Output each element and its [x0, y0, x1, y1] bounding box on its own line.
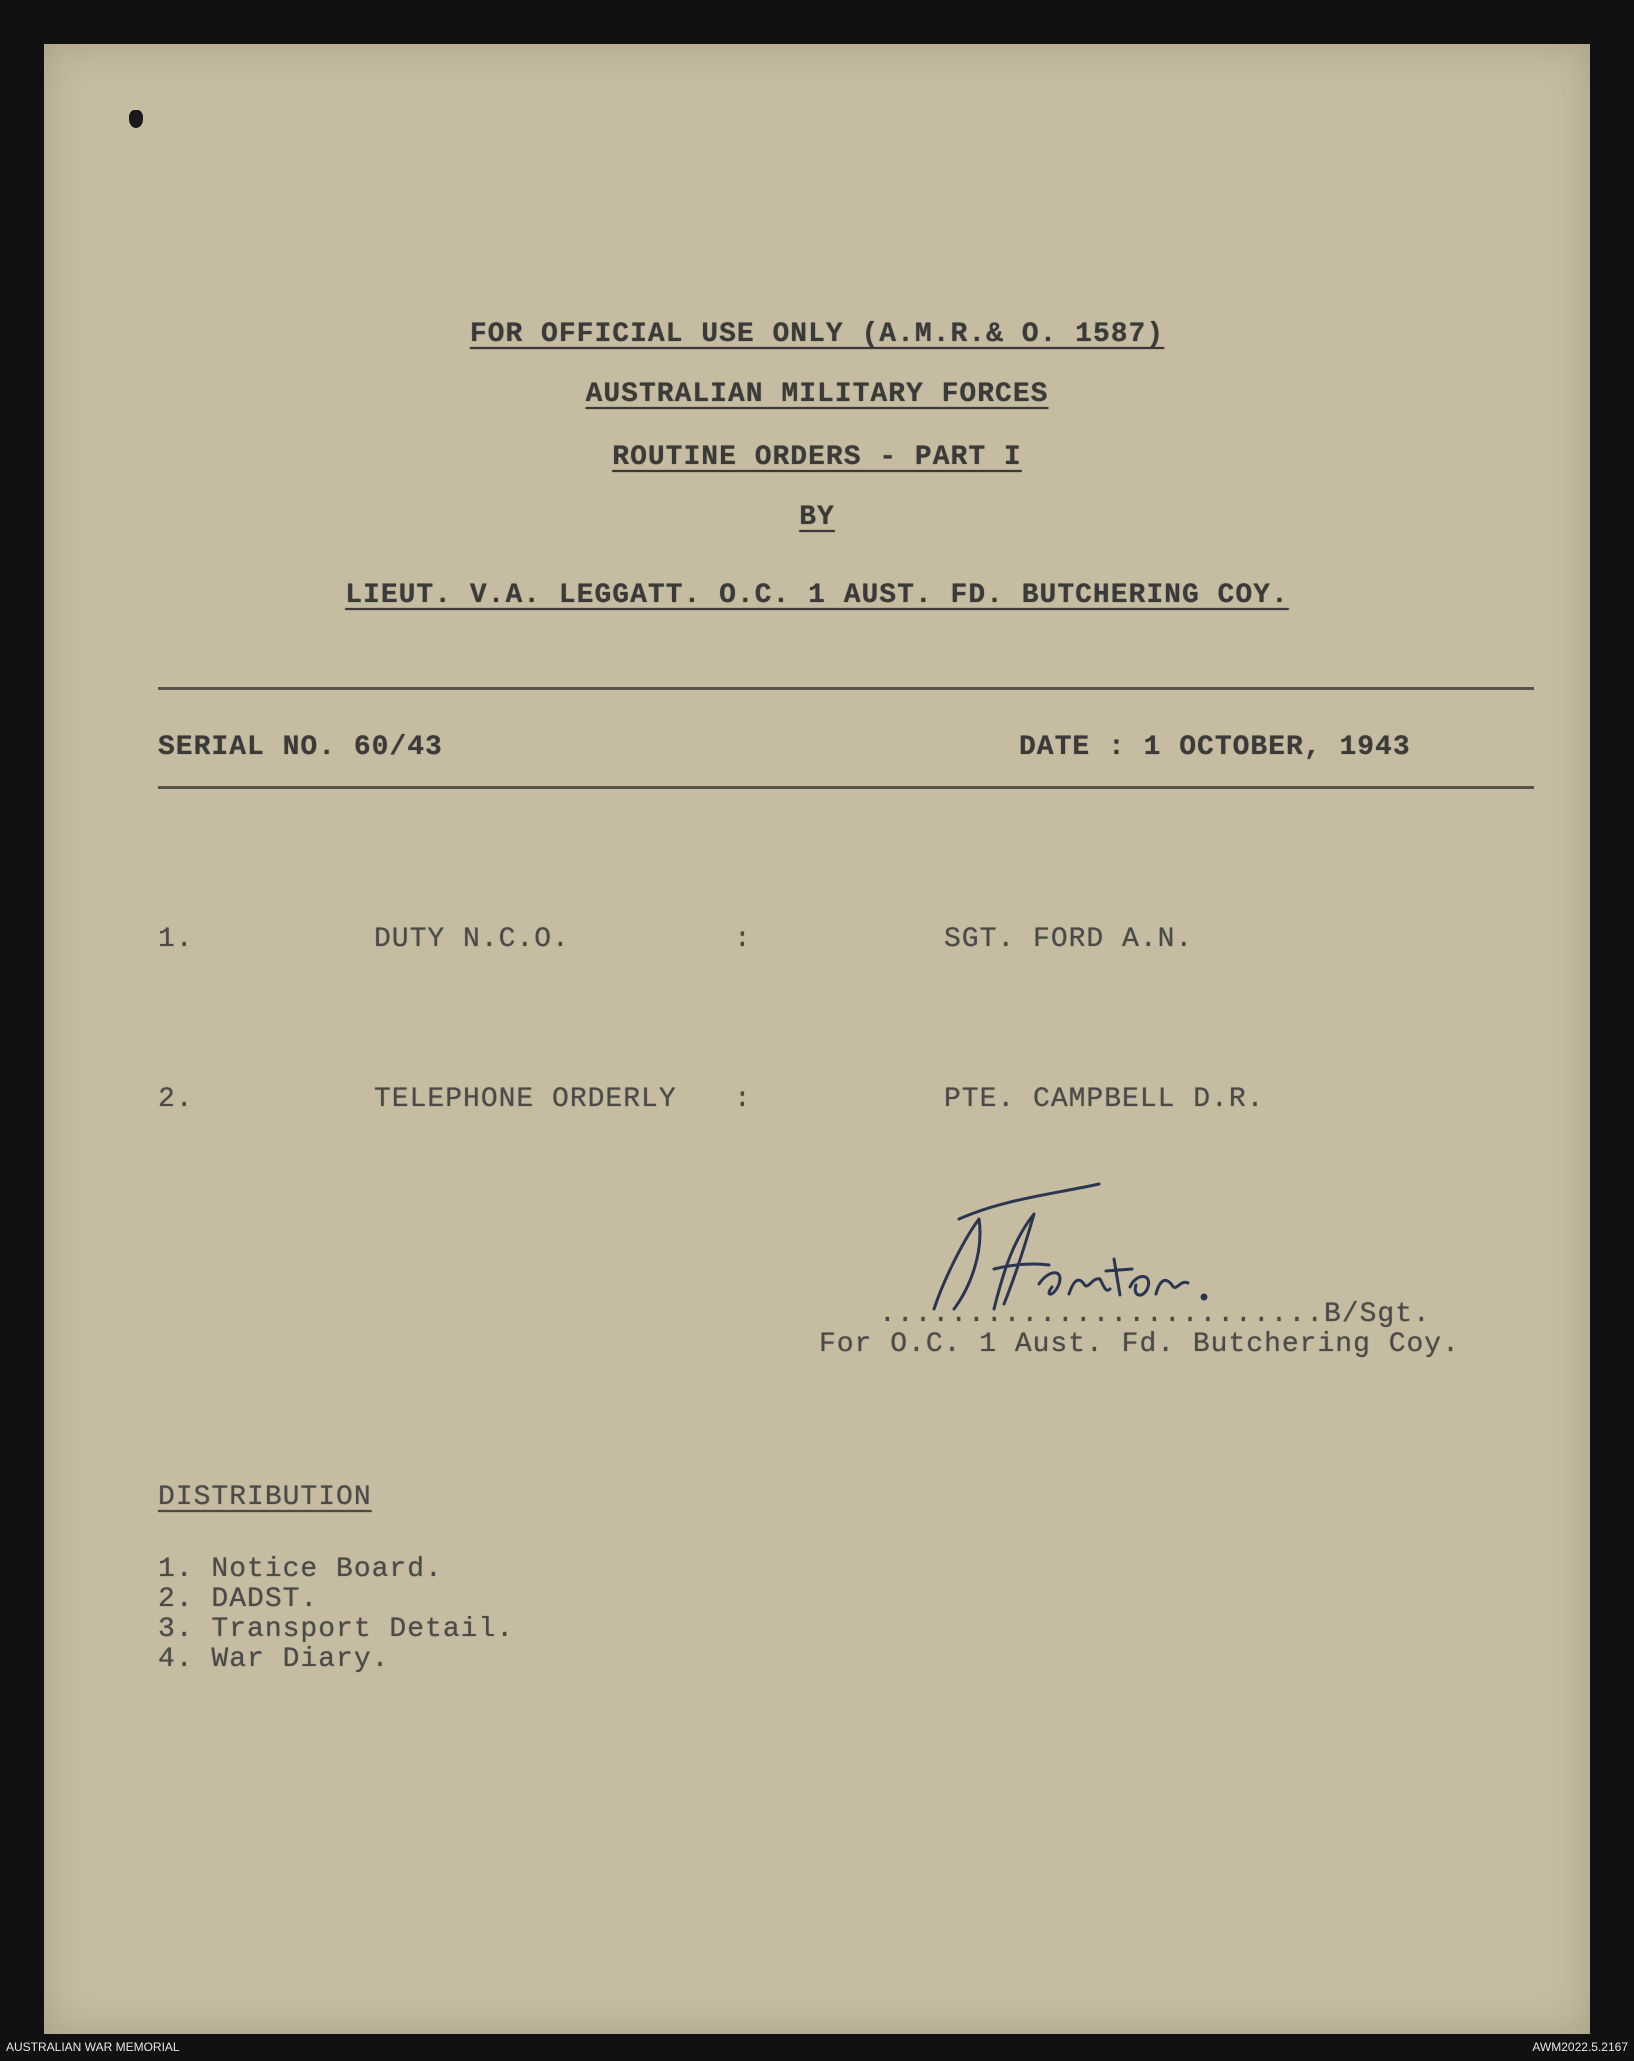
order-duty: DUTY N.C.O.	[374, 924, 570, 955]
order-name: PTE. CAMPBELL D.R.	[944, 1084, 1265, 1115]
distribution-item: 4. War Diary.	[158, 1644, 390, 1675]
distribution-item: 2. DADST.	[158, 1584, 319, 1615]
bottom-rule	[158, 786, 1534, 789]
header-routine-orders: ROUTINE ORDERS - PART I	[612, 442, 1022, 473]
signature-dots: .........................	[879, 1299, 1325, 1330]
order-separator: :	[734, 924, 752, 955]
punch-hole	[129, 110, 143, 128]
order-name: SGT. FORD A.N.	[944, 924, 1194, 955]
top-rule	[158, 687, 1534, 690]
distribution-item: 3. Transport Detail.	[158, 1614, 515, 1645]
document-page	[44, 44, 1590, 2034]
signature-for-line: For O.C. 1 Aust. Fd. Butchering Coy.	[819, 1329, 1460, 1360]
order-number: 2.	[158, 1084, 194, 1115]
signature-rank: B/Sgt.	[1324, 1299, 1431, 1330]
order-date: DATE : 1 OCTOBER, 1943	[1019, 732, 1411, 763]
distribution-item: 1. Notice Board.	[158, 1554, 443, 1585]
header-official-use: FOR OFFICIAL USE ONLY (A.M.R.& O. 1587)	[469, 319, 1165, 350]
order-separator: :	[734, 1084, 752, 1115]
header-issuer: LIEUT. V.A. LEGGATT. O.C. 1 AUST. FD. BUTCHERING COY.	[345, 580, 1289, 611]
header-military-forces: AUSTRALIAN MILITARY FORCES	[585, 379, 1049, 410]
serial-number: SERIAL NO. 60/43	[158, 732, 443, 763]
order-number: 1.	[158, 924, 194, 955]
distribution-heading: DISTRIBUTION	[158, 1482, 372, 1513]
footer-archive-name: AUSTRALIAN WAR MEMORIAL	[6, 2040, 180, 2054]
footer-reference: AWM2022.5.2167	[1532, 2040, 1628, 2054]
order-duty: TELEPHONE ORDERLY	[374, 1084, 677, 1115]
header-by: BY	[799, 502, 835, 533]
